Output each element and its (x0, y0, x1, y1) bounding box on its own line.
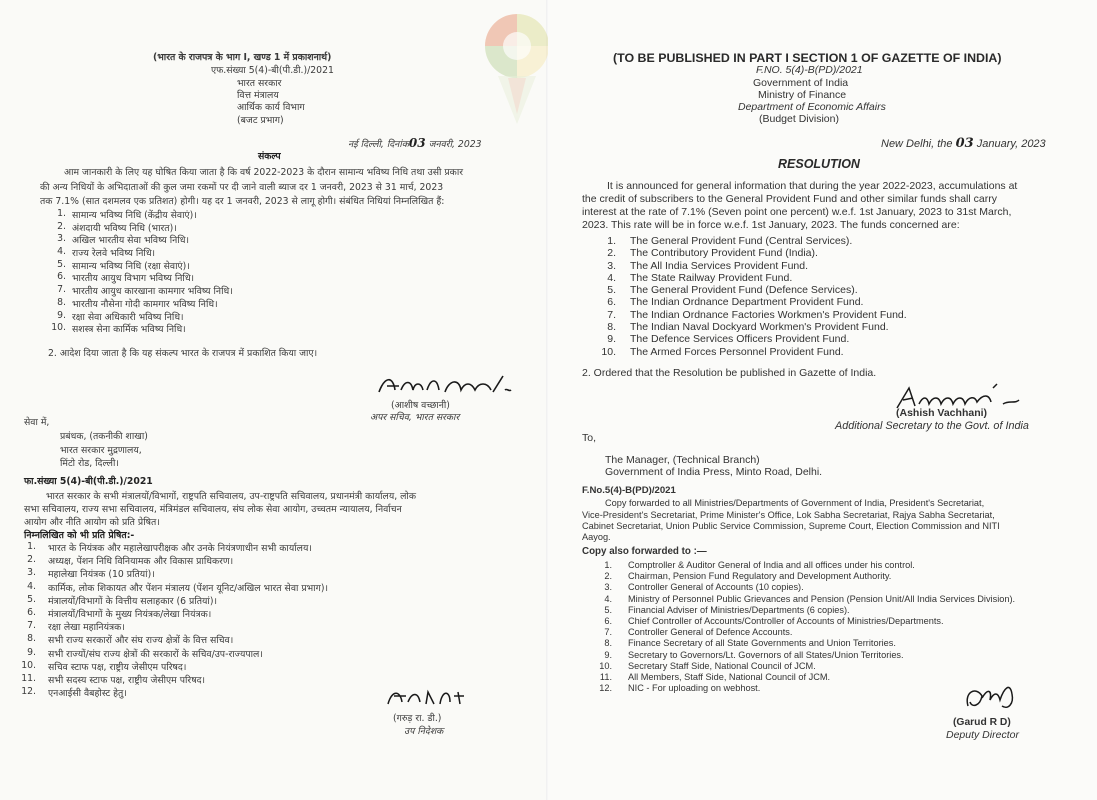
hindi-address-line3: मिंटो रोड, दिल्ली। (60, 458, 119, 469)
english-to: To, (582, 432, 597, 444)
hindi-para1-line1: आम जानकारी के लिए यह घोषित किया जाता है कि वर्ष 2022-2023 के दौरान सामान्य भविष्य निधि तथा उसी प्रकार (64, 167, 464, 178)
english-signatory2-name: (Garud R D) (953, 717, 1011, 728)
english-department: Department of Economic Affairs (738, 101, 886, 113)
hindi-division: (बजट प्रभाग) (237, 115, 284, 126)
hindi-copy-also: निम्नलिखित को भी प्रति प्रेषित:- (24, 530, 135, 541)
english-signatory2-title: Deputy Director (946, 729, 1019, 741)
english-date-day: 03 (955, 136, 974, 151)
english-address-line1: The Manager, (Technical Branch) (605, 454, 760, 466)
hindi-address-line2: भारत सरकार मुद्रणालय, (60, 445, 142, 456)
english-date (881, 136, 1046, 151)
emblem-logo (478, 6, 556, 124)
english-date-prefix: New Delhi, the (881, 138, 953, 150)
english-para1-line1: It is announced for general information that during the year 2022-2023, accumulations at (607, 180, 1018, 192)
english-para1-line2: the credit of subscribers to the General Provident Fund and other similar funds shall carry (582, 193, 997, 205)
hindi-ministry: वित्त मंत्रालय (237, 90, 279, 101)
hindi-copy-line2: सभा सचिवालय, राज्य सभा सचिवालय, मंत्रिमंडल सचिवालय, संघ लोक सेवा आयोग, उच्चतम न्यायालय, निर्वाचन (24, 504, 402, 515)
hindi-date-day: 03 (408, 136, 426, 150)
hindi-para1-line2: की अन्य निधियों के अभिदाताओं की कुल जमा रकमों पर दी जाने वाली ब्याज दर 1 जनवरी, 2023 से 31 मार्च, 2023 (40, 182, 444, 193)
hindi-to: सेवा में, (24, 417, 50, 428)
english-signature-2 (958, 676, 1028, 720)
hindi-file-number-2: फा.संख्या 5(4)-बी(पी.डी.)/2021 (24, 476, 153, 487)
hindi-date (348, 136, 482, 150)
hindi-page: (भारत के राजपत्र के भाग I, खण्ड 1 में प्रकाशनार्थ) एफ.संख्या 5(4)-बी(पी.डी.)/2021 भारत सरकार वित्त मंत्रालय आर्थिक कार्य विभाग (बजट प्रभाग) नई दिल्ली, दिनांक03 जनवरी, 2023 संकल्प आम जानकारी के लिए यह घोषित किया जाता है कि वर्ष 2022-2023 के दौरान सामान्य भविष्य निधि तथा उसी प्रकार की अन्य निधियों के अभिदाताओं की कुल जमा रकमों पर दी जाने वाली ब्याज दर 1 जनवरी, 2023 से 31 मार्च, 2023 तक 7.1% (सात दशमलव एक प्रतिशत) होगी। यह दर 1 जनवरी, 2023 से लागू होगी। संबंधित निधियां निम्नलिखित हैं: 1. सामान्य भविष्य निधि (केंद्रीय सेवाएं)। 2. अंशदायी भविष्य निधि (भारत)। 3. अखिल भारतीय सेवा भविष्य निधि। 4. राज्य रेलवे भविष्य निधि। 5. सामान्य भविष्य निधि (रक्षा सेवाएं)। 6. भारतीय आयुध विभाग भविष्य निधि। 7. भारतीय आयुध कारखाना कामगार भविष्य निधि। 8. भारतीय नौसेना गोदी कामगार भविष्य निधि। 9. रक्षा सेवा अधिकारी भविष्य निधि। 10. सशस्त्र सेना कार्मिक भविष्य निधि। 2. आदेश दिया जाता है कि यह संकल्प भारत के राजपत्र में प्रकाशित किया जाए। (आशीष वच्छानी) अपर सचिव, भारत सरकार सेवा में, प्रबंधक, (तकनीकी शाखा) भारत सरकार मुद्रणालय, मिंटो रोड, दिल्ली। फा.संख्या 5(4)-बी(पी.डी.)/2021 भारत सरकार के सभी मंत्रालयों/विभागों, राष्ट्रपति सचिवालय, उप-राष्ट्रपति सचिवालय, प्रधानमंत्री कार्यालय, लोक सभा सचिवालय, राज्य सभा सचिवालय, मंत्रिमंडल सचिवालय, संघ लोक सेवा आयोग, उच्चतम न्यायालय, निर्वाचन आयोग और नीति आयोग को प्रति प्रेषित। निम्नलिखित को भी प्रति प्रेषित:- 1. भारत के नियंत्रक और महालेखापरीक्षक और उनके नियंत्रणाधीन सभी कार्यालय। 2. अध्यक्ष, पेंशन निधि विनियामक और विकास प्राधिकरण। 3. महालेखा नियंत्रक (10 प्रतियां)। 4. कार्मिक, लोक शिकायत और पेंशन मंत्रालय (पेंशन यूनिट/अखिल भारत सेवा प्रभाग)। 5. मंत्रालयों/विभागों के वित्तीय सलाहकार (6 प्रतियां)। 6. मंत्रालयों/विभागों के मुख्य नियंत्रक/लेखा नियंत्रक। 7. रक्षा लेखा महानियंत्रक। 8. सभी राज्य सरकारों और संघ राज्य क्षेत्रों के वित्त सचिव। 9. सभी राज्यों/संघ राज्य क्षेत्रों की सरकारों के सचिव/उप-राज्यपाल। 10. सचिव स्टाफ पक्ष, राष्ट्रीय जेसीएम परिषद। 11. सभी सदस्य स्टाफ पक्ष, राष्ट्रीय जेसीएम परिषद। 12. एनआईसी वैबहोस्ट हेतु। (गरुड़ रा. डी.) उप निदेशक (0, 0, 548, 800)
english-para1-line4: 2023. This rate will be in force w.e.f. 1st January, 2023. The funds concerned are: (582, 219, 960, 231)
hindi-date-suffix: जनवरी, 2023 (428, 139, 482, 150)
hindi-gazette-header: (भारत के राजपत्र के भाग I, खण्ड 1 में प्रकाशनार्थ) (153, 52, 332, 63)
english-para2: 2. Ordered that the Resolution be published in Gazette of India. (582, 367, 877, 379)
hindi-signatory-name: (आशीष वच्छानी) (391, 400, 450, 411)
hindi-file-number: एफ.संख्या 5(4)-बी(पी.डी.)/2021 (211, 65, 334, 76)
hindi-para2: 2. आदेश दिया जाता है कि यह संकल्प भारत के राजपत्र में प्रकाशित किया जाए। (48, 348, 318, 359)
english-title: RESOLUTION (778, 157, 860, 171)
english-para1-line3: interest at the rate of 7.1% (Seven point one percent) w.e.f. 1st January, 2023 to 31st March, (582, 206, 1012, 218)
english-address-line2: Government of India Press, Minto Road, Delhi. (605, 466, 823, 478)
english-copy-also: Copy also forwarded to :— (582, 546, 707, 557)
english-page: (TO BE PUBLISHED IN PART I SECTION 1 OF GAZETTE OF INDIA) F.NO. 5(4)-B(PD)/2021 Government of India Ministry of Finance Department of Economic Affairs (Budget Division) New Delhi, the 03 January, 2023 RESOLUTION It is announced for general information that during the year 2022-2023, accumulations at the credit of subscribers to the General Provident Fund and other similar funds shall carry interest at the rate of 7.1% (Seven point one percent) w.e.f. 1st January, 2023 to 31st March, 2023. This rate will be in force w.e.f. 1st January, 2023. The funds concerned are: 1. The General Provident Fund (Central Services). 2. The Contributory Provident Fund (India). 3. The All India Services Provident Fund. 4. The State Railway Provident Fund. 5. The General Provident Fund (Defence Services). 6. The Indian Ordnance Department Provident Fund. 7. The Indian Ordnance Factories Workmen's Provident Fund. 8. The Indian Naval Dockyard Workmen's Provident Fund. 9. The Defence Services Officers Provident Fund. 10. The Armed Forces Personnel Provident Fund. 2. Ordered that the Resolution be published in Gazette of India. (Ashish Vachhani) Additional Secretary to the Govt. of India To, The Manager, (Technical Branch) Government of India Press, Minto Road, Delhi. F.No.5(4)-B(PD)/2021 Copy forwarded to all Ministries/Departments of Government of India, President's Secretariat, Vice-President's Secretariat, Prime Minister's Office, Lok Sabha Secretariat, Rajya Sabha Secretariat, Cabinet Secretariat, Union Public Service Commission, Supreme Court, Election Commission and NITI Aayog. Copy also forwarded to :— 1. Comptroller & Auditor General of India and all offices under his control. 2. Chairman, Pension Fund Regulatory and Development Authority. 3. Controller General of Accounts (10 copies). 4. Ministry of Personnel Public Grievances and Pension (Pension Unit/All India Services Division). 5. Financial Adviser of Ministries/Departments (6 copies). 6. Chief Controller of Accounts/Controller of Accounts of Ministries/Departments. 7. Controller General of Defence Accounts. 8. Finance Secretary of all State Governments and Union Territories. 9. Secretary to Governors/Lt. Governors of all States/Union Territories. 10. Secretary Staff Side, National Council of JCM. 11. All Members, Staff Side, National Council of JCM. 12. NIC - For uploading on webhost. (Garud R D) Deputy Director (548, 0, 1097, 800)
hindi-department: आर्थिक कार्य विभाग (237, 102, 305, 113)
english-date-suffix: January, 2023 (976, 138, 1046, 150)
english-division: (Budget Division) (759, 113, 839, 125)
hindi-signatory2-name: (गरुड़ रा. डी.) (393, 713, 442, 724)
english-signatory-name: (Ashish Vachhani) (896, 407, 988, 419)
english-gazette-header: (TO BE PUBLISHED IN PART I SECTION 1 OF GAZETTE OF INDIA) (613, 51, 1002, 65)
hindi-address-line1: प्रबंधक, (तकनीकी शाखा) (60, 431, 148, 442)
hindi-copy-line1: भारत सरकार के सभी मंत्रालयों/विभागों, राष्ट्रपति सचिवालय, उप-राष्ट्रपति सचिवालय, प्रधानमंत्री कार्यालय, लोक (46, 491, 416, 502)
english-govt: Government of India (753, 77, 849, 89)
hindi-signature (375, 372, 525, 400)
hindi-para1-line3: तक 7.1% (सात दशमलव एक प्रतिशत) होगी। यह दर 1 जनवरी, 2023 से लागू होगी। संबंधित निधियां निम्नलिखित हैं: (40, 196, 445, 207)
hindi-govt: भारत सरकार (237, 78, 282, 89)
hindi-signature-2 (384, 686, 474, 710)
english-copy-line2: Vice-President's Secretariat, Prime Minister's Office, Lok Sabha Secretariat, Rajya Sabha Secretariat, (582, 510, 995, 520)
hindi-signatory-title: अपर सचिव, भारत सरकार (370, 412, 460, 423)
hindi-copy-line3: आयोग और नीति आयोग को प्रति प्रेषित। (24, 517, 160, 528)
english-copy-line1: Copy forwarded to all Ministries/Departments of Government of India, President's Secretariat, (605, 498, 985, 508)
english-signatory-title: Additional Secretary to the Govt. of India (835, 420, 1029, 432)
english-copy-line3: Cabinet Secretariat, Union Public Service Commission, Supreme Court, Election Commission and NITI (582, 521, 1000, 531)
hindi-title: संकल्प (258, 151, 281, 162)
english-copy-line4: Aayog. (582, 532, 611, 542)
english-file-number-2: F.No.5(4)-B(PD)/2021 (582, 485, 676, 496)
hindi-date-prefix: नई दिल्ली, दिनांक (348, 139, 409, 150)
english-ministry: Ministry of Finance (758, 89, 847, 101)
english-file-number: F.NO. 5(4)-B(PD)/2021 (756, 64, 863, 76)
hindi-signatory2-title: उप निदेशक (404, 726, 444, 737)
